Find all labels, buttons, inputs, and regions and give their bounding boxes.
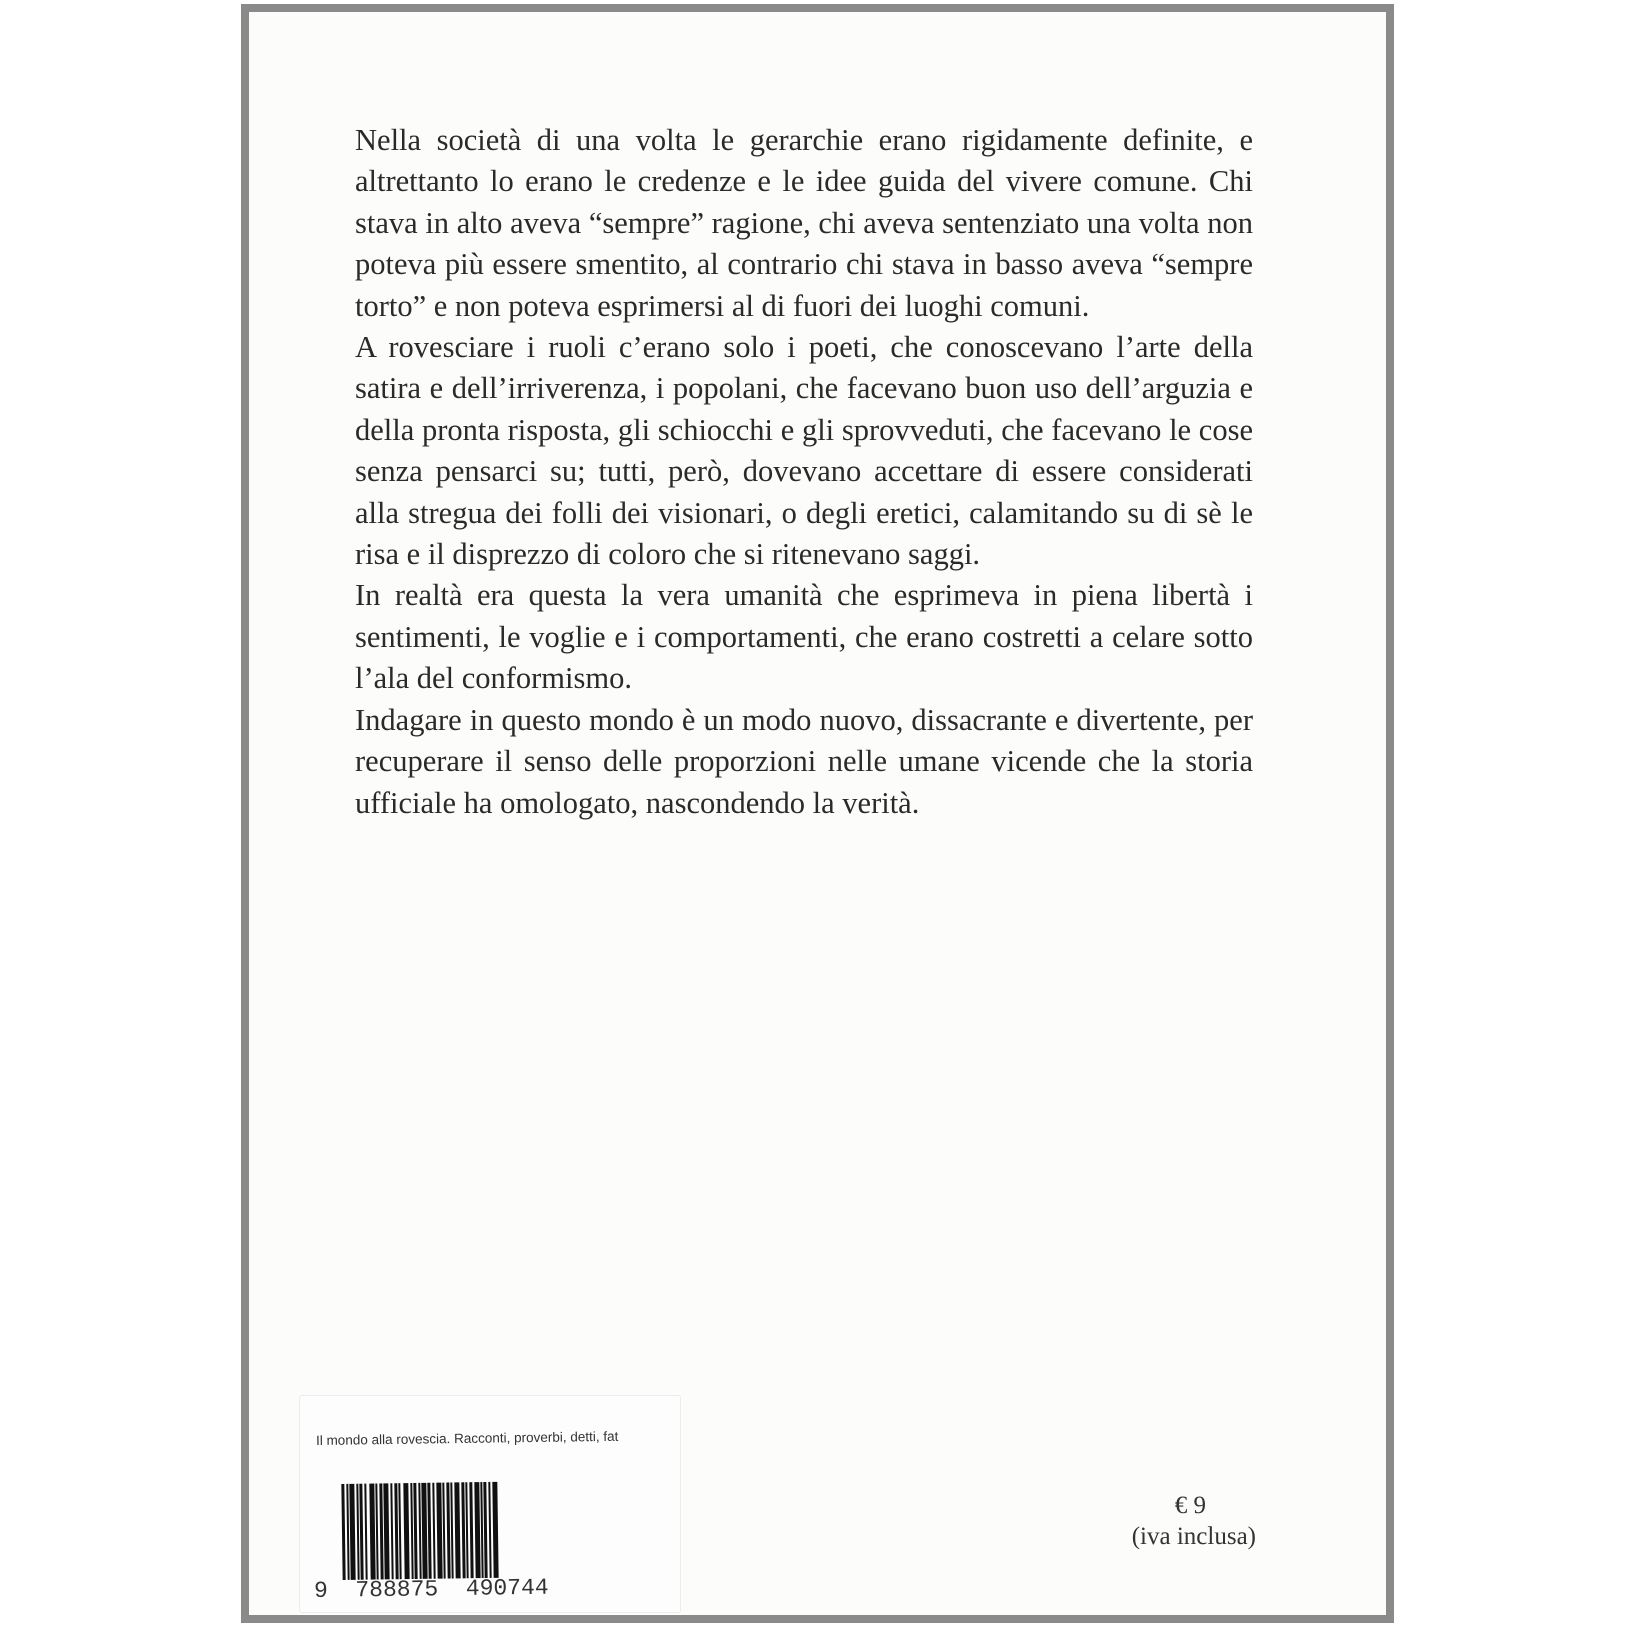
price-note: (iva inclusa) bbox=[1131, 1523, 1256, 1550]
barcode-bar bbox=[349, 1484, 355, 1580]
sticker-title: Il mondo alla rovescia. Racconti, proverbi, detti, fat bbox=[315, 1428, 619, 1448]
barcode-bar bbox=[359, 1484, 363, 1580]
barcode-bar bbox=[375, 1484, 378, 1580]
barcode-bar bbox=[413, 1483, 417, 1579]
barcode-bar bbox=[432, 1483, 435, 1579]
barcode-bar bbox=[454, 1482, 460, 1578]
barcode-bar bbox=[383, 1483, 389, 1579]
price-block bbox=[1049, 1490, 1256, 1552]
blurb-text bbox=[355, 120, 1253, 824]
blurb-paragraph-2: A rovesciare i ruoli c’erano solo i poeti, che conoscevano l’arte della satira e dell’irriverenza, i popolani, che facevano buon uso dell’arguzia e della pronta risposta, gli schiocchi e gli sprovveduti, che facevano le cose senza pensarci su; tutti, però, dovevano accettare di essere considerati alla stregua dei folli dei visionari, o degli eretici, calamitando su di sè le risa e il disprezzo di coloro che si ritenevano saggi. bbox=[355, 330, 1253, 572]
barcode-number: 9 788875 490744 bbox=[313, 1574, 549, 1604]
barcode-bar bbox=[341, 1484, 345, 1580]
barcode-bar bbox=[442, 1483, 445, 1579]
barcode-bar bbox=[492, 1482, 498, 1578]
barcode-bar bbox=[488, 1482, 491, 1578]
blurb-paragraph-1: Nella società di una volta le gerarchie erano rigidamente definite, e altrettanto lo erano le credenze e le idee guida del vivere comune. Chi stava in alto aveva “sempre” ragione, chi aveva sentenziato una volta non poteva più essere smentito, al contrario chi stava in basso aveva “sempre torto” e non poteva esprimersi al di fuori dei luoghi comuni. bbox=[355, 123, 1253, 323]
barcode-bar bbox=[483, 1482, 487, 1578]
blurb-paragraph-4: Indagare in questo mondo è un modo nuovo, dissacrante e divertente, per recuperare il senso delle proporzioni nelle umane vicende che la storia ufficiale ha omologato, nascondendo la verità. bbox=[355, 702, 1253, 820]
barcode-bar bbox=[465, 1482, 468, 1578]
barcode-bar bbox=[364, 1484, 367, 1580]
barcode-bar bbox=[403, 1483, 409, 1579]
barcode bbox=[341, 1479, 668, 1580]
price-amount: € 9 bbox=[1174, 1492, 1206, 1519]
blurb-paragraph-3: In realtà era questa la vera umanità che esprimeva in piena libertà i sentimenti, le voglie e i comportamenti, che erano costretti a celare sotto l’ala del conformismo. bbox=[355, 578, 1253, 696]
barcode-bar bbox=[450, 1482, 453, 1578]
book-back-cover bbox=[241, 4, 1394, 1623]
barcode-bar bbox=[469, 1482, 473, 1578]
barcode-sticker bbox=[299, 1395, 681, 1613]
barcode-bar bbox=[390, 1483, 393, 1579]
barcode-bar bbox=[398, 1483, 401, 1579]
barcode-bar bbox=[427, 1483, 431, 1579]
